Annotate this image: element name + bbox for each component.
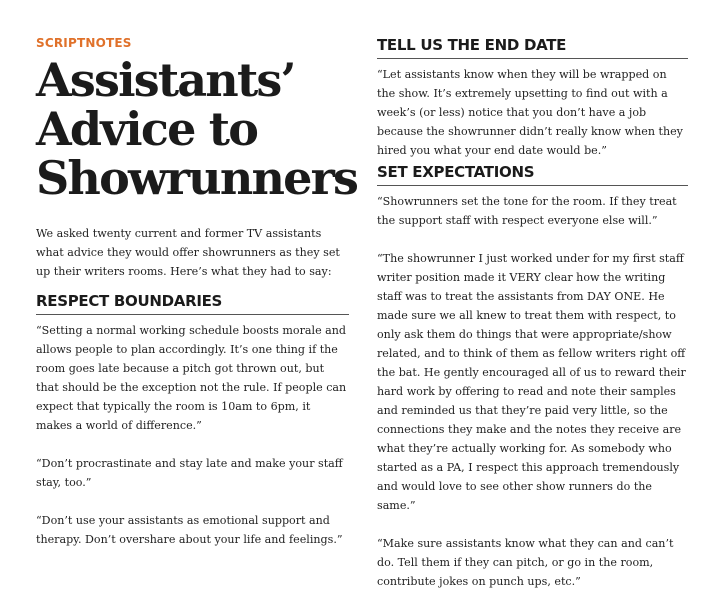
section-heading: SET EXPECTATIONS [377,163,688,186]
brand-label: SCRIPTNOTES [36,36,132,50]
page-title [36,53,366,205]
quote: “Don’t use your assistants as emotional support and therapy. Don’t overshare about your life and feelings.” [36,514,343,546]
section-heading: RESPECT BOUNDARIES [36,292,349,315]
intro-paragraph: We asked twenty current and former TV assistants what advice they would offer showrunners as they set up their writers rooms. Here’s what they had to say: [36,227,340,278]
section-tell-us-the-end-date [377,36,688,160]
title-line-1: Assistants’ [36,53,295,107]
title-line-2: Advice to [36,102,258,156]
quote: “Let assistants know when they will be wrapped on the show. It’s extremely upsetting to find out with a week’s (or less) notice that you don’t have a job because the showrunner didn’t really know when they hired you what your end date would be.” [377,68,683,157]
quote: “Showrunners set the tone for the room. If they treat the support staff with respect everyone else will.” [377,195,677,227]
quote: “Setting a normal working schedule boosts morale and allows people to plan accordingly. It’s one thing if the room goes late because a pitch got thrown out, but that should be the exception not the rule. If people can expect that typically the room is 10am to 6pm, it makes a world of difference.” [36,324,347,432]
quote: “Make sure assistants know what they can and can’t do. Tell them if they can pitch, or go in the room, contribute jokes on punch ups, etc.” [377,537,674,588]
section-respect-boundaries [36,292,349,549]
quote: “Don’t procrastinate and stay late and make your staff stay, too.” [36,457,343,489]
title-line-3: Showrunners [36,151,358,205]
section-heading: TELL US THE END DATE [377,36,688,59]
quote: “The showrunner I just worked under for my first staff writer position made it VERY clear how the writing staff was to treat the assistants from DAY ONE. He made sure we all knew to treat them with respect, to only ask them do things that were appropriate/show related, and to think of them as fellow writers right off the bat. He gently encouraged all of us to reward their hard work by offering to read and note their samples and reminded us that they’re paid very little, so the connections they make and the notes they receive are what they’re actually working for. As somebody who started as a PA, I respect this approach tremendously and would love to see other show runners do the same.” [377,252,686,512]
section-set-expectations [377,163,688,591]
